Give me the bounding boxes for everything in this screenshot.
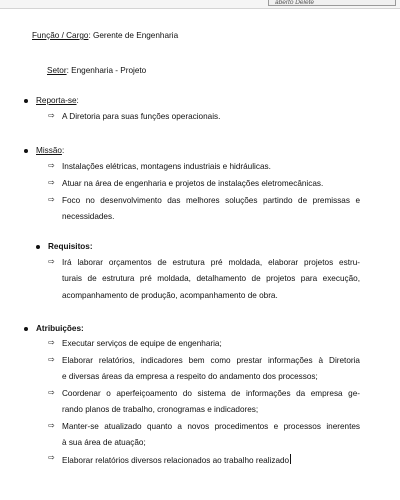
mission-item: Foco no desenvolvimento das melhores soluções partindo de premissas e xyxy=(62,196,360,205)
mission-heading: Missão: xyxy=(36,146,65,155)
function-line xyxy=(32,30,178,41)
outline-right-arrow-icon: ⇨ xyxy=(48,195,55,204)
duties-item: Manter-se atualizado quanto a novos procedimentos e processos inerentes xyxy=(62,422,360,431)
function-colon: : xyxy=(88,31,93,40)
duties-item: Coordenar o aperfeiçoamento do sistema de informações da empresa ge- xyxy=(62,389,360,398)
sector-value: Engenharia - Projeto xyxy=(71,66,147,75)
mission-item-continuation: necessidades. xyxy=(62,212,115,221)
outline-right-arrow-icon: ⇨ xyxy=(48,388,55,397)
outline-right-arrow-icon: ⇨ xyxy=(48,161,55,170)
filled-bullet-icon xyxy=(24,149,28,153)
function-value: Gerente de Engenharia xyxy=(93,31,179,40)
outline-right-arrow-icon: ⇨ xyxy=(48,178,55,187)
sector-colon: : xyxy=(66,66,72,75)
filled-bullet-icon xyxy=(36,245,40,249)
duties-item: Elaborar relatórios, indicadores bem como prestar informações à Diretoria xyxy=(62,356,360,365)
duties-item-continuation: à sua área de atuação; xyxy=(62,438,146,447)
mission-item: Instalações elétricas, montagens industriais e hidráulicas. xyxy=(62,162,271,171)
mission-title: Missão xyxy=(36,146,62,155)
reports-to-item: A Diretoria para suas funções operacionais. xyxy=(62,112,221,121)
reports-to-title: Reporta-se xyxy=(36,96,77,105)
outline-right-arrow-icon: ⇨ xyxy=(48,338,55,347)
duties-item-continuation: e diversas áreas da empresa a respeito do andamento dos processos; xyxy=(62,372,318,381)
requirements-item-continuation: turais de estrutura pré moldada, detalhamento de projetos para execução, xyxy=(62,274,360,283)
mission-item: Atuar na área de engenharia e projetos de instalações eletromecânicas. xyxy=(62,179,324,188)
function-label: Função / Cargo xyxy=(32,31,89,40)
requirements-item: Irá laborar orçamentos de estrutura pré moldada, elaborar projetos estru- xyxy=(62,258,360,267)
duties-item-continuation: rando planos de trabalho, cronogramas e indicadores; xyxy=(62,405,259,414)
reports-to-heading: Reporta-se: xyxy=(36,96,79,105)
outline-right-arrow-icon: ⇨ xyxy=(48,257,55,266)
filled-bullet-icon xyxy=(24,327,28,331)
outline-right-arrow-icon: ⇨ xyxy=(48,355,55,364)
outline-right-arrow-icon: ⇨ xyxy=(48,421,55,430)
duties-item[interactable] xyxy=(62,453,291,466)
header-stamp: aberto Delete xyxy=(268,0,396,6)
requirements-title: Requisitos: xyxy=(48,242,93,251)
duties-item: Executar serviços de equipe de engenharia; xyxy=(62,339,222,348)
sector-label: Setor xyxy=(47,66,67,75)
outline-right-arrow-icon: ⇨ xyxy=(48,111,55,120)
duties-item-text: Elaborar relatórios diversos relacionados ao trabalho realizado xyxy=(62,456,290,465)
outline-right-arrow-icon: ⇨ xyxy=(48,453,55,462)
requirements-item-continuation: acompanhamento de produção, acompanhamento de obra. xyxy=(62,291,278,300)
sector-line xyxy=(47,65,146,76)
text-cursor xyxy=(290,454,291,464)
filled-bullet-icon xyxy=(24,99,28,103)
duties-title: Atribuições: xyxy=(36,324,84,333)
